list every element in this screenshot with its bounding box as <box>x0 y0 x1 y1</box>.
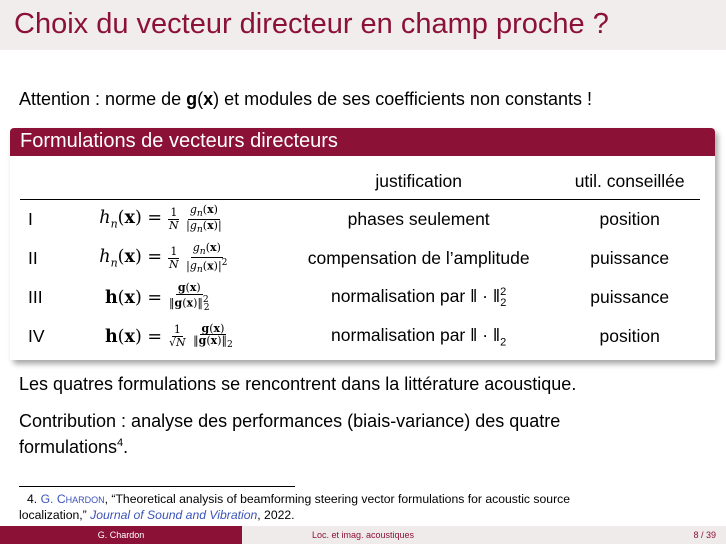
attention-line: Attention : norme de g(x) et modules de ses coefficients non constants ! <box>19 89 593 109</box>
table-row: IV h(x) = $\frac{1}{√N}$ $\frac{g(x)}{‖g(x)‖_2}$ normalisation par ‖ · $‖_2$ position <box>28 321 660 351</box>
col-usage: util. conseillée <box>559 163 700 200</box>
table-row: II $h_n(x)$ = $\frac{1}{N}$ $\frac{g_n(x)}{|g_n(x)|^2}$ compensation de l’amplitude puissance <box>28 240 670 276</box>
footnote-rule <box>19 486 295 487</box>
formulations-block <box>10 128 715 360</box>
author-link[interactable]: G. Chardon <box>40 492 105 506</box>
slide-title: Choix du vecteur directeur en champ proche ? <box>14 8 609 40</box>
footer-author: G. Chardon <box>0 526 242 544</box>
footnote: 4. G. Chardon, “Theoretical analysis of beamforming steering vector formulations for acoustic source localization,” Journal of Sound and Vibration, 2022. <box>19 492 570 522</box>
col-justification: justification <box>278 163 559 200</box>
journal-link[interactable]: Journal of Sound and Vibration <box>90 508 258 522</box>
footer-bar <box>0 526 726 544</box>
formulations-table <box>20 163 700 356</box>
sentence-contribution-end: formulations$^4$. <box>19 437 129 457</box>
sentence-contribution: Contribution : analyse des performances (biais-variance) des quatre <box>19 411 561 431</box>
table-row: I $h_n(x)$ = $\frac{1}{N}$ $\frac{g_n(x)}{|g_n(x)|}$ phases seulement position <box>28 203 660 236</box>
table-row: III h(x) = $\frac{g(x)}{‖g(x)‖^2_2}$ normalisation par ‖ · ‖$^2_2$ puissance <box>28 281 670 313</box>
block-title: Formulations de vecteurs directeurs <box>10 128 715 156</box>
footer-title: Loc. et imag. acoustiques <box>242 526 484 544</box>
sentence-literature: Les quatres formulations se rencontrent dans la littérature acoustique. <box>19 374 577 394</box>
footer-page: 8 / 39 <box>484 526 726 544</box>
